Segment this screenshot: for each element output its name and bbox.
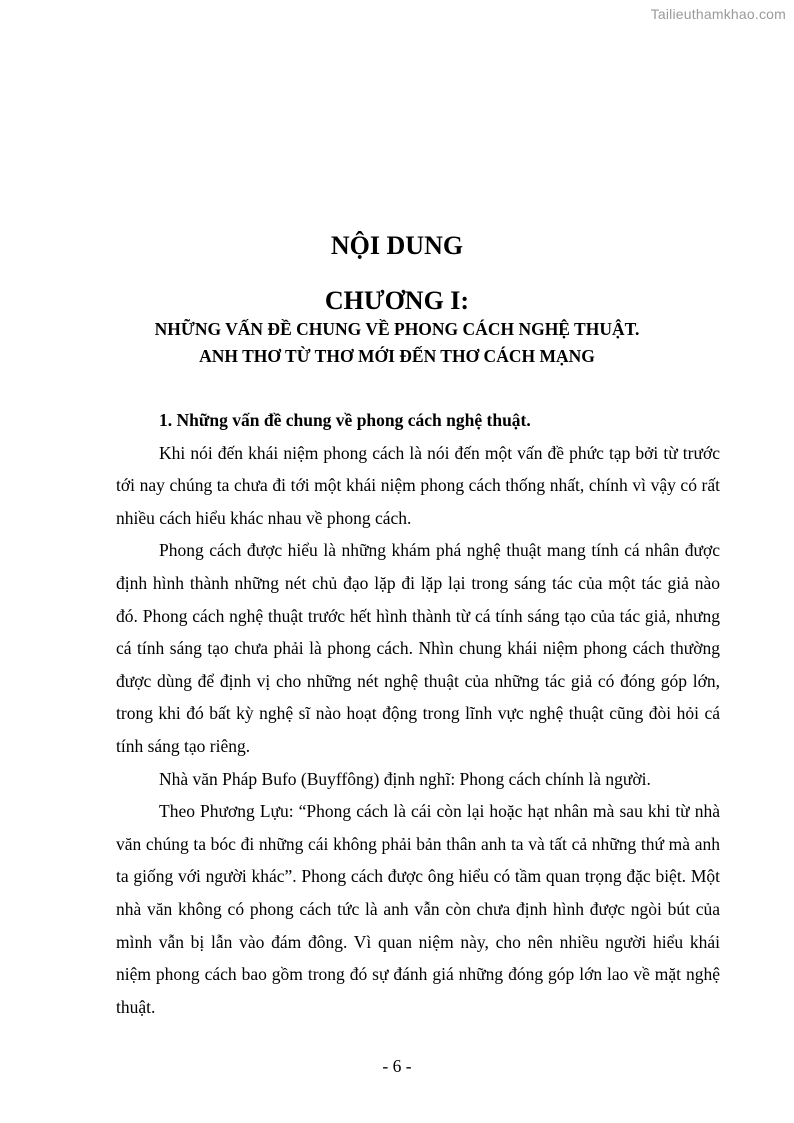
- paragraph: Nhà văn Pháp Bufo (Buyffông) định nghĩ: Phong cách chính là người.: [159, 768, 651, 789]
- paragraph: Theo Phương Lựu: “Phong cách là cái còn lại hoặc hạt nhân mà sau khi từ nhà văn chúng ta bóc đi những cái không phải bản thân anh ta và tất cả những thứ mà anh ta giống với người khác”. Phong cách được ông hiểu có tầm quan trọng đặc biệt. Một nhà văn không có phong cách tức là anh vẫn còn chưa định hình được ngòi bút của mình vẫn bị lẫn vào đám đông. Vì quan niệm này, cho nên nhiều người hiểu khái niệm phong cách bao gồm trong đó sự đánh giá những đóng góp lớn lao về mặt nghệ thuật.: [116, 801, 720, 1017]
- section-title: 1. Những vấn đề chung về phong cách nghệ thuật.: [159, 410, 531, 430]
- page-heading: NỘI DUNG: [330, 231, 464, 260]
- chapter-subtitle-line-2: ANH THƠ TỪ THƠ MỚI ĐẾN THƠ CÁCH MẠNG: [199, 346, 595, 366]
- chapter-subtitle-line-1: NHỮNG VẤN ĐỀ CHUNG VỀ PHONG CÁCH NGHỆ THUẬT.: [154, 319, 640, 339]
- paragraph: Khi nói đến khái niệm phong cách là nói đến một vấn đề phức tạp bởi từ trước tới nay chúng ta chưa đi tới một khái niệm phong cách thống nhất, chính vì vậy có rất nhiều cách hiểu khác nhau về phong cách.: [116, 442, 720, 528]
- page-number: - 6 -: [382, 1056, 412, 1076]
- body-text: [116, 404, 720, 1023]
- paragraph: Phong cách được hiểu là những khám phá nghệ thuật mang tính cá nhân được định hình thành những nét chủ đạo lặp đi lặp lại trong sáng tác của một tác giả nào đó. Phong cách nghệ thuật trước hết hình thành từ cá tính sáng tạo của tác giả, nhưng cá tính sáng tạo chưa phải là phong cách. Nhìn chung khái niệm phong cách thường được dùng để định vị cho những nét nghệ thuật của những tác giả có đóng góp lớn, trong khi đó bất kỳ nghệ sĩ nào hoạt động trong lĩnh vực nghệ thuật cũng đòi hỏi cá tính sáng tạo riêng.: [116, 540, 720, 756]
- watermark: Tailieuthamkhao.com: [650, 6, 786, 22]
- chapter-title: CHƯƠNG I:: [324, 286, 470, 315]
